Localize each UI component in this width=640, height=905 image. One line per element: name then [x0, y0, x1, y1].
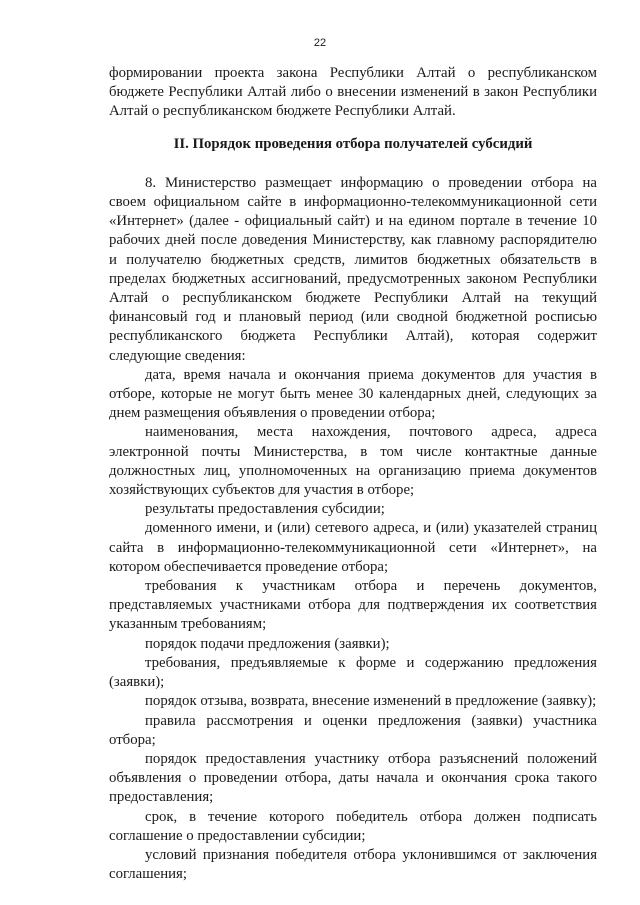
- list-item: дата, время начала и окончания приема документов для участия в отборе, которые не могут быть менее 30 календарных дней, следующих за днем размещения объявления о проведении отбора;: [109, 366, 597, 422]
- list-item: порядок отзыва, возврата, внесение изменений в предложение (заявку);: [145, 693, 597, 710]
- list-item: наименования, места нахождения, почтового адреса, адреса электронной почты Министерства, в том числе контактные данные должностных лиц, уполномоченных на организацию приема документов хозяйствующих субъектов для участия в отборе;: [109, 424, 597, 499]
- list-item: результаты предоставления субсидии;: [145, 501, 385, 518]
- paragraph-8: 8. Министерство размещает информацию о проведении отбора на своем официальном сайте в информационно-телекоммуникационной сети «Интернет» (далее - официальный сайт) и на едином портале в течение 10 рабочих дней после доведения Министерству, как главному распорядителю и получателю бюджетных средств, лимитов бюджетных обязательств в пределах бюджетных ассигнований, предусмотренных законом Республики Алтай о республиканском бюджете Республики Алтай на текущий финансовый год и плановый период (или сводной бюджетной росписью республиканского бюджета Республики Алтай), которая содержит следующие сведения:: [109, 174, 597, 364]
- page-number: 22: [313, 37, 327, 49]
- list-item: требования к участникам отбора и перечень документов, представляемых участниками отбора для подтверждения их соответствия указанным требованиям;: [109, 578, 597, 633]
- list-item: порядок предоставления участнику отбора разъяснений положений объявления о проведении отбора, даты начала и окончания срока такого предоставления;: [109, 750, 597, 806]
- list-item: доменного имени, и (или) сетевого адреса, и (или) указателей страниц сайта в информационно-телекоммуникационной сети «Интернет», на котором обеспечивается проведение отбора;: [109, 520, 597, 575]
- intro-paragraph: формировании проекта закона Республики Алтай о республиканском бюджете Республики Алтай либо о внесении изменений в закон Республики Алтай о республиканском бюджете Республики Алтай.: [109, 65, 597, 120]
- list-item: порядок подачи предложения (заявки);: [145, 635, 390, 652]
- list-item: срок, в течение которого победитель отбора должен подписать соглашение о предоставлении субсидии;: [109, 808, 597, 844]
- list-item: требования, предъявляемые к форме и содержанию предложения (заявки);: [109, 654, 597, 691]
- list-item: правила рассмотрения и оценки предложения (заявки) участника отбора;: [109, 712, 597, 748]
- document-body: [109, 64, 597, 884]
- section-heading: II. Порядок проведения отбора получателей субсидий: [173, 135, 533, 152]
- list-item: условий признания победителя отбора уклонившимся от заключения соглашения;: [109, 846, 597, 883]
